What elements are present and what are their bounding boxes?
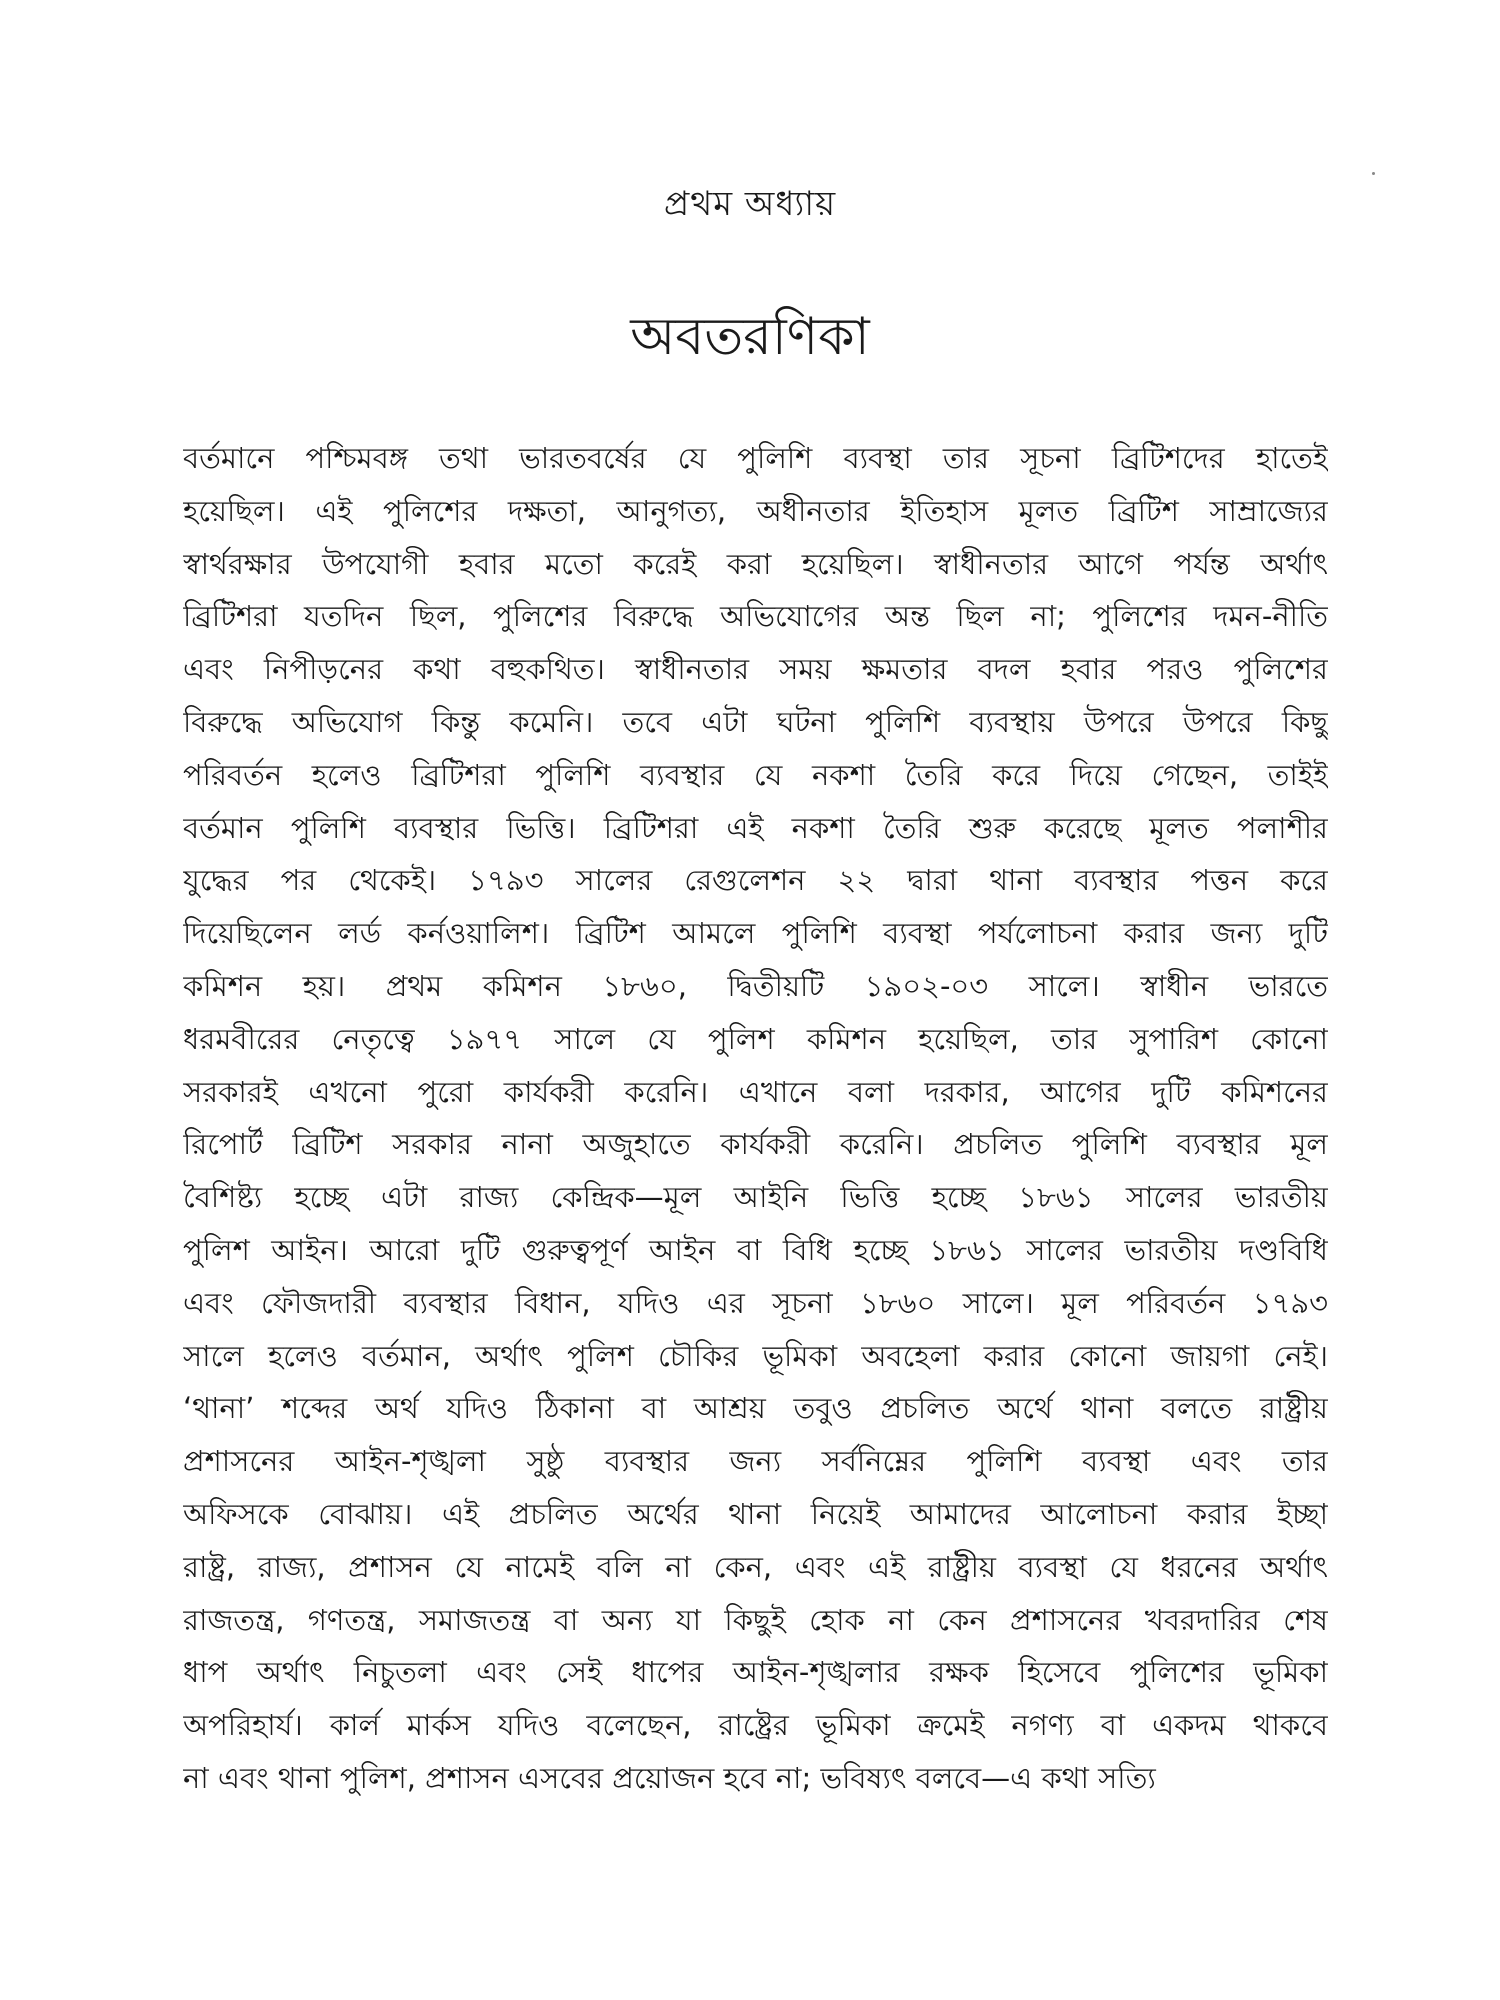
text-line: যুদ্ধের পর থেকেই। ১৭৯৩ সালের রেগুলেশন ২২ দ্বারা থানা ব্যবস্থার পত্তন করে	[183, 863, 1328, 898]
text-line: প্রশাসনের আইন-শৃঙ্খলা সুষ্ঠু ব্যবস্থার জন্য সর্বনিম্নের পুলিশি ব্যবস্থা এবং তার	[183, 1444, 1328, 1479]
text-line: স্বার্থরক্ষার উপযোগী হবার মতো করেই করা হয়েছিল। স্বাধীনতার আগে পর্যন্ত অর্থাৎ	[183, 546, 1328, 581]
text-line: হয়েছিল। এই পুলিশের দক্ষতা, আনুগত্য, অধীনতার ইতিহাস মূলত ব্রিটিশ সাম্রাজ্যের	[183, 493, 1328, 528]
text-line: সালে হলেও বর্তমান, অর্থাৎ পুলিশ চৌকির ভূমিকা অবহেলা করার কোনো জায়গা নেই।	[183, 1338, 1328, 1373]
text-line: বৈশিষ্ট্য হচ্ছে এটা রাজ্য কেন্দ্রিক—মূল আইনি ভিত্তি হচ্ছে ১৮৬১ সালের ভারতীয়	[183, 1180, 1328, 1215]
text-line: পুলিশ আইন। আরো দুটি গুরুত্বপূর্ণ আইন বা বিধি হচ্ছে ১৮৬১ সালের ভারতীয় দণ্ডবিধি	[183, 1232, 1328, 1267]
text-line: সরকারই এখনো পুরো কার্যকরী করেনি। এখানে বলা দরকার, আগের দুটি কমিশনের	[183, 1074, 1328, 1109]
chapter-title: অবতরণিকা	[630, 307, 870, 367]
text-line: এবং নিপীড়নের কথা বহুকথিত। স্বাধীনতার সময় ক্ষমতার বদল হবার পরও পুলিশের	[183, 652, 1328, 687]
text-line: রিপোর্ট ব্রিটিশ সরকার নানা অজুহাতে কার্যকরী করেনি। প্রচলিত পুলিশি ব্যবস্থার মূল	[183, 1127, 1328, 1162]
text-line: এবং ফৌজদারী ব্যবস্থার বিধান, যদিও এর সূচনা ১৮৬০ সালে। মূল পরিবর্তন ১৭৯৩	[183, 1285, 1328, 1320]
text-line: অফিসকে বোঝায়। এই প্রচলিত অর্থের থানা নিয়েই আমাদের আলোচনা করার ইচ্ছা	[183, 1496, 1328, 1531]
text-line: ধাপ অর্থাৎ নিচুতলা এবং সেই ধাপের আইন-শৃঙ্খলার রক্ষক হিসেবে পুলিশের ভূমিকা	[183, 1655, 1328, 1690]
text-line: দিয়েছিলেন লর্ড কর্নওয়ালিশ। ব্রিটিশ আমলে পুলিশি ব্যবস্থা পর্যলোচনা করার জন্য দুটি	[183, 916, 1328, 951]
text-line: রাজতন্ত্র, গণতন্ত্র, সমাজতন্ত্র বা অন্য যা কিছুই হোক না কেন প্রশাসনের খবরদারির শেষ	[183, 1602, 1328, 1637]
text-line: বিরুদ্ধে অভিযোগ কিন্তু কমেনি। তবে এটা ঘটনা পুলিশি ব্যবস্থায় উপরে উপরে কিছু	[183, 704, 1328, 739]
text-line: অপরিহার্য। কার্ল মার্কস যদিও বলেছেন, রাষ্ট্রের ভূমিকা ক্রমেই নগণ্য বা একদম থাকবে	[183, 1708, 1328, 1743]
text-line: কমিশন হয়। প্রথম কমিশন ১৮৬০, দ্বিতীয়টি ১৯০২-০৩ সালে। স্বাধীন ভারতে	[183, 968, 1328, 1003]
chapter-label: প্রথম অধ্যায়	[663, 184, 837, 224]
text-line: ধরমবীরের নেতৃত্বে ১৯৭৭ সালে যে পুলিশ কমিশন হয়েছিল, তার সুপারিশ কোনো	[183, 1021, 1328, 1056]
text-line: রাষ্ট্র, রাজ্য, প্রশাসন যে নামেই বলি না কেন, এবং এই রাষ্ট্রীয় ব্যবস্থা যে ধরনের অর্থাৎ	[183, 1549, 1328, 1584]
text-line: পরিবর্তন হলেও ব্রিটিশরা পুলিশি ব্যবস্থার যে নকশা তৈরি করে দিয়ে গেছেন, তাইই	[183, 757, 1328, 792]
text-line: ‘থানা’ শব্দের অর্থ যদিও ঠিকানা বা আশ্রয় তবুও প্রচলিত অর্থে থানা বলতে রাষ্ট্রীয়	[183, 1391, 1328, 1426]
text-line: বর্তমানে পশ্চিমবঙ্গ তথা ভারতবর্ষের যে পুলিশি ব্যবস্থা তার সূচনা ব্রিটিশদের হাতেই	[183, 441, 1328, 475]
text-line: বর্তমান পুলিশি ব্যবস্থার ভিত্তি। ব্রিটিশরা এই নকশা তৈরি শুরু করেছে মূলত পলাশীর	[183, 810, 1328, 845]
text-line: না এবং থানা পুলিশ, প্রশাসন এসবের প্রয়োজন হবে না; ভবিষ্যৎ বলবে—এ কথা সত্যি	[183, 1760, 1156, 1795]
paper-speck	[1372, 172, 1375, 175]
text-line: ব্রিটিশরা যতদিন ছিল, পুলিশের বিরুদ্ধে অভিযোগের অন্ত ছিল না; পুলিশের দমন-নীতি	[183, 599, 1328, 634]
body-paragraph	[183, 432, 1328, 1805]
